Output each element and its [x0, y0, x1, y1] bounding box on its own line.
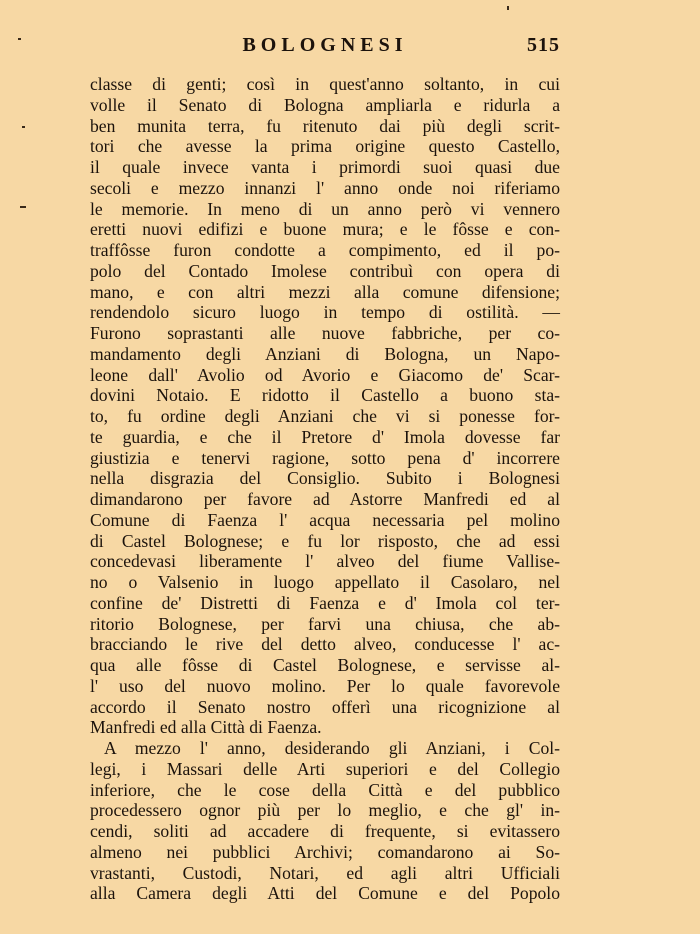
running-head: BOLOGNESI — [242, 34, 408, 56]
text-line: inferiore, che le cose della Città e del pubblico — [90, 779, 560, 800]
margin-speck — [20, 206, 26, 208]
text-line: to, fu ordine degli Anziani che vi si ponesse for- — [90, 406, 560, 426]
text-line: mandamento degli Anziani di Bologna, un Napo- — [90, 343, 560, 364]
text-line: dimandarono per favore ad Astorre Manfredi ed al — [90, 489, 560, 509]
margin-speck — [18, 38, 21, 40]
page-header — [90, 34, 560, 64]
text-line: traffôsse furon condotte a compimento, ed il po- — [90, 240, 560, 260]
text-line: il quale invece vanta i primordi suoi quasi due — [90, 157, 560, 177]
text-line: eretti nuovi edifizi e buone mura; e le fôsse e con- — [90, 219, 560, 240]
text-line: volle il Senato di Bologna ampliarla e ridurla a — [90, 94, 560, 115]
text-line: nella disgrazia del Consiglio. Subito i Bolognesi — [90, 468, 560, 489]
text-line: vrastanti, Custodi, Notari, ed agli altri Ufficiali — [90, 862, 560, 883]
text-line: qua alle fôsse di Castel Bolognese, e servisse al- — [90, 655, 560, 675]
text-line: cendi, soliti ad accadere di frequente, si evitassero — [90, 821, 560, 841]
margin-speck — [507, 6, 509, 10]
text-line: Manfredi ed alla Città di Faenza. — [90, 717, 322, 738]
text-line: Furono soprastanti alle nuove fabbriche, per co- — [90, 323, 560, 343]
text-line: rendendolo sicuro luogo in tempo di ostilità. — — [90, 302, 560, 323]
margin-speck — [22, 126, 25, 128]
text-line: leone dall' Avolio od Avorio e Giacomo de' Scar- — [90, 364, 560, 385]
text-line: di Castel Bolognese; e fu lor risposto, che ad essi — [90, 530, 560, 551]
text-line: legi, i Massari delle Arti superiori e del Collegio — [90, 758, 560, 779]
text-line: accordo il Senato nostro offerì una ricognizione al — [90, 696, 560, 717]
text-line: polo del Contado Imolese contribuì con opera di — [90, 260, 560, 281]
text-line: mano, e con altri mezzi alla comune difensione; — [90, 281, 560, 302]
text-line: l' uso del nuovo molino. Per lo quale favorevole — [90, 675, 560, 696]
text-line: Comune di Faenza l' acqua necessaria pel molino — [90, 509, 560, 530]
text-line: giustizia e tenervi ragione, sotto pena d' incorrere — [90, 447, 560, 468]
text-line: classe di genti; così in quest'anno soltanto, in cui — [90, 74, 560, 94]
text-line: ritorio Bolognese, per farvi una chiusa, che ab- — [90, 613, 560, 634]
paragraph — [90, 74, 560, 738]
text-line: secoli e mezzo innanzi l' anno onde noi riferiamo — [90, 177, 560, 198]
text-line: procedessero ognor più per lo meglio, e che gl' in- — [90, 800, 560, 821]
text-line: tori che avesse la prima origine questo Castello, — [90, 136, 560, 157]
text-line: bracciando le rive del detto alveo, conducesse l' ac- — [90, 634, 560, 655]
body-text — [90, 74, 560, 904]
text-line: ben munita terra, fu ritenuto dai più degli scrit- — [90, 115, 560, 136]
page-number: 515 — [527, 34, 560, 56]
paragraph — [90, 738, 560, 904]
text-line: no o Valsenio in luogo appellato il Casolaro, nel — [90, 572, 560, 592]
text-line: le memorie. In meno di un anno però vi vennero — [90, 198, 560, 219]
text-line: alla Camera degli Atti del Comune e del Popolo — [90, 883, 560, 904]
text-line: concedevasi liberamente l' alveo del fiume Vallise- — [90, 551, 560, 572]
text-line: A mezzo l' anno, desiderando gli Anziani, i Col- — [104, 738, 560, 758]
text-line: dovini Notaio. E ridotto il Castello a buono sta- — [90, 385, 560, 406]
text-line: confine de' Distretti di Faenza e d' Imola col ter- — [90, 592, 560, 613]
text-line: almeno nei pubblici Archivi; comandarono ai So- — [90, 841, 560, 862]
text-line: te guardia, e che il Pretore d' Imola dovesse far — [90, 426, 560, 447]
